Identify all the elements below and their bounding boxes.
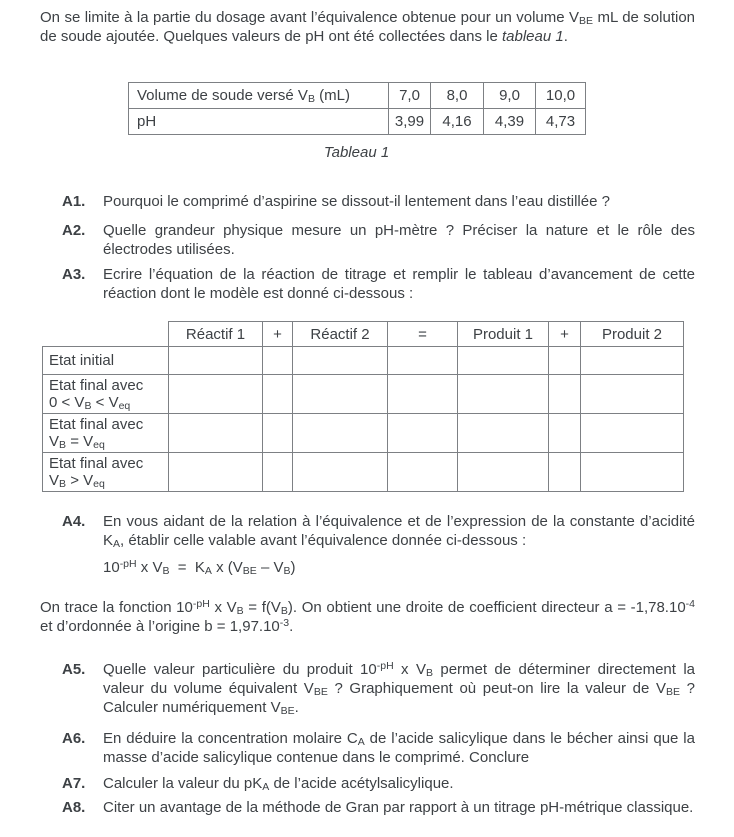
empty-cell [169,347,263,375]
header-cell: + [263,322,293,347]
advancement-table [42,321,684,492]
empty-cell [581,375,684,414]
gran-formula: $10^{-pH}$ x $V_B = K_A$ x $(V_{BE} - V_B)$ [103,558,296,577]
empty-cell [169,375,263,414]
question-a1 [62,192,695,211]
value-cell: 4,73 [536,109,586,135]
intro-paragraph: On se limite à la partie du dosage avant l’équivalence obtenue pour un volume $V_{BE}$ mL de solution de soude ajoutée. Quelques valeurs de pH ont été collectées dans le tableau 1. [40,9,696,45]
value-cell: 10,0 [536,83,586,109]
question-text: Quelle valeur particulière du produit $10^{-pH}$ x $V_B$ permet de déterminer directement la valeur du volume équivalent $V_{BE}$ ? Graphiquement où peut-on lire la valeur de $V_{BE}$ ? Calculer numériquement $V_{BE}$. [103,660,696,717]
empty-cell [549,414,581,453]
question-a7 [62,774,695,793]
table-row [43,375,684,414]
header-cell: + [549,322,581,347]
empty-cell [293,453,388,492]
question-number: A3. [62,266,86,283]
question-text: Pourquoi le comprimé d’aspirine se dissout-il lentement dans l’eau distillée ? [103,193,610,210]
empty-cell [293,414,388,453]
row-label: Etat initial [43,347,169,375]
ph-values-table [128,82,586,135]
value-cell: 4,16 [431,109,484,135]
value-cell: 9,0 [484,83,536,109]
empty-cell [581,453,684,492]
ph-row-label: pH [129,109,389,135]
row-label: Etat final avec $0 < V_B < V_{eq}$ [43,375,169,414]
header-cell: Réactif 1 [169,322,263,347]
empty-cell [263,347,293,375]
empty-cell [458,375,549,414]
value-cell: 8,0 [431,83,484,109]
corner-cell [43,322,169,347]
gran-paragraph: On trace la fonction $10^{-pH}$ x $V_B = f(V_B)$. On obtient une droite de coefficient directeur $a = -1,78.10^{-4}$ et d’ordonnée à l’origine $b = 1,97.10^{-3}$. [40,598,696,635]
question-a4-text: En vous aidant de la relation à l’équivalence et de l’expression de la constante d’acidité $K_A$, établir celle valable avant l’équivalence donnée ci-dessous : [103,513,695,550]
table-row [43,453,684,492]
question-text: Ecrire l’équation de la réaction de titrage et remplir le tableau d’avancement de cette réaction dont le modèle est donné ci-dessous : [103,266,695,302]
empty-cell [549,453,581,492]
empty-cell [581,414,684,453]
value-cell: 7,0 [389,83,431,109]
question-a2 [62,221,695,259]
question-text: En déduire la concentration molaire $C_A$ de l’acide salicylique dans le bécher ainsi que la masse d’acide salicylique contenue dans le comprimé. Conclure [103,730,695,766]
question-number: A5. [62,661,86,678]
empty-cell [458,414,549,453]
row-label: Etat final avec $V_B = V_{eq}$ [43,414,169,453]
empty-cell [263,414,293,453]
header-cell: = [388,322,458,347]
empty-cell [549,375,581,414]
value-cell: 3,99 [389,109,431,135]
empty-cell [388,453,458,492]
header-cell: Produit 2 [581,322,684,347]
empty-cell [388,414,458,453]
volume-row [129,83,586,109]
empty-cell [388,347,458,375]
question-number: A1. [62,193,86,210]
empty-cell [388,375,458,414]
question-number: A7. [62,775,86,792]
question-text: Calculer la valeur du $pK_A$ de l’acide acétylsalicylique. [103,775,454,793]
header-cell: Réactif 2 [293,322,388,347]
question-number: A8. [62,799,86,816]
empty-cell [263,453,293,492]
question-a4 [62,512,695,577]
volume-row-label: Volume de soude versé $V_B$ (mL) [129,83,389,109]
question-text: Citer un avantage de la méthode de Gran par rapport à un titrage pH-métrique classique. [103,799,694,816]
ph-row [129,109,586,135]
advancement-header-row [43,322,684,347]
question-number: A4. [62,513,86,530]
empty-cell [263,375,293,414]
question-a5 [62,660,695,717]
empty-cell [169,453,263,492]
header-cell: Produit 1 [458,322,549,347]
question-number: A2. [62,222,86,239]
question-number: A6. [62,730,86,747]
table-row [43,347,684,375]
question-a3 [62,265,695,303]
row-label: Etat final avec $V_B > V_{eq}$ [43,453,169,492]
empty-cell [458,347,549,375]
question-text [103,512,695,577]
empty-cell [293,375,388,414]
question-a6 [62,729,695,767]
table1-caption: Tableau 1 [323,144,390,161]
empty-cell [169,414,263,453]
empty-cell [458,453,549,492]
empty-cell [293,347,388,375]
table-row [43,414,684,453]
question-a8 [62,798,695,817]
value-cell: 4,39 [484,109,536,135]
question-text: Quelle grandeur physique mesure un pH-mètre ? Préciser la nature et le rôle des électrodes utilisées. [103,222,695,258]
empty-cell [549,347,581,375]
empty-cell [581,347,684,375]
